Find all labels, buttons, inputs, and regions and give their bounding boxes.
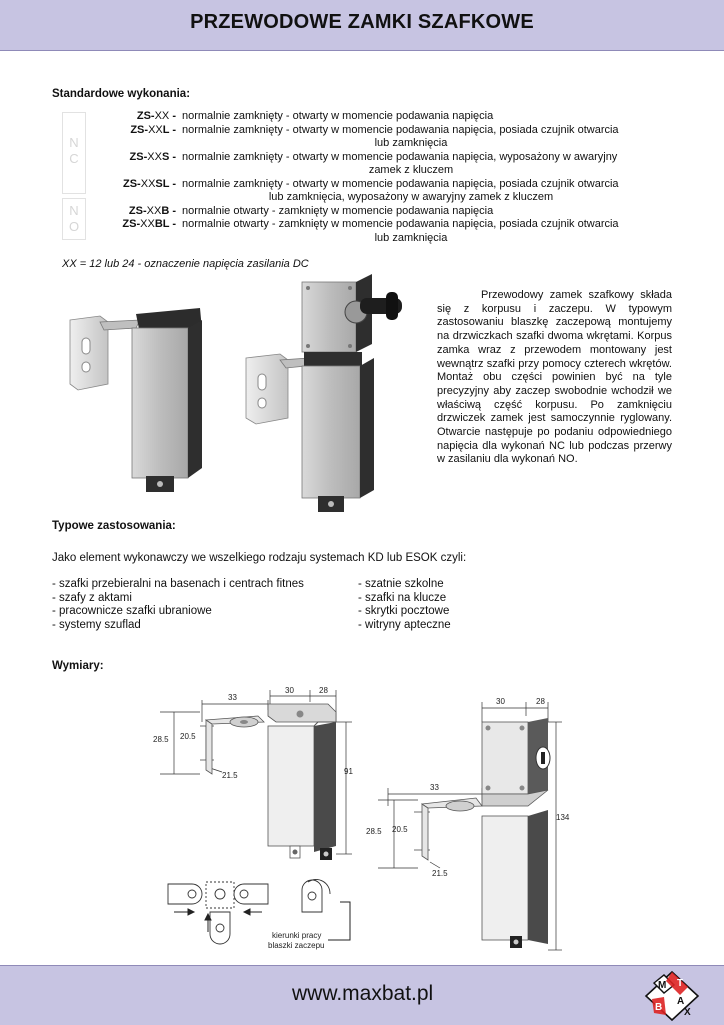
- no-label: N O: [68, 203, 80, 234]
- variants-list: [60, 110, 680, 245]
- standard-heading: Standardowe wykonania:: [52, 88, 191, 100]
- applications-list-right: [358, 578, 451, 633]
- list-item: - skrytki pocztowe: [358, 605, 450, 618]
- variant-description: normalnie zamknięty - otwarty w momencie podawania napięcia: [182, 110, 494, 122]
- variant-code: ZS-XXBL -: [122, 218, 176, 230]
- variant-row: [60, 205, 680, 219]
- variant-row: [60, 218, 680, 232]
- variant-description: normalnie otwarty - zamknięty w momencie podawania napięcia: [182, 204, 494, 217]
- variant-description: normalnie zamknięty - otwarty w momencie podawania napięcia, posiada czujnik otwarcia: [182, 177, 619, 190]
- dim-left-ha: 28.5: [153, 735, 169, 744]
- logo-letter-x: X: [684, 1007, 691, 1018]
- variant-description: normalnie zamknięty - otwarty w momencie podawania napięcia, posiada czujnik otwarcia: [182, 123, 619, 136]
- dim-right-arm: 21.5: [432, 869, 448, 878]
- list-item: - szafki na klucze: [358, 591, 447, 604]
- applications-intro: Jako element wykonawczy we wszelkiego rodzaju systemach KD lub ESOK czyli:: [52, 552, 467, 564]
- list-item: - szafy z aktami: [52, 591, 132, 604]
- dim-left-bracket: 33: [228, 693, 237, 702]
- applications-heading: Typowe zastosowania:: [52, 520, 176, 532]
- variant-code: ZS-XXB -: [128, 204, 176, 217]
- list-item: - witryny apteczne: [358, 619, 451, 632]
- variant-description: normalnie zamknięty - otwarty w momencie podawania napięcia, wyposażony w awaryjny: [182, 150, 618, 163]
- footer-band: [0, 965, 724, 1025]
- list-item: - szatnie szkolne: [358, 578, 444, 590]
- maxbat-logo: [644, 969, 700, 1023]
- product-illustration: [60, 268, 420, 518]
- variant-code: ZS-XX -: [136, 110, 176, 122]
- dim-left-arm: 21.5: [222, 771, 238, 780]
- dim-right-height: 134: [556, 813, 570, 822]
- variant-code: ZS-XXS -: [129, 150, 176, 163]
- dim-left-hb: 20.5: [180, 732, 196, 741]
- variant-code: ZS-XXL -: [130, 123, 176, 136]
- logo-letter-b: B: [655, 1002, 663, 1013]
- variant-row: [60, 124, 680, 138]
- header-band: [0, 0, 724, 51]
- dim-right-hb: 20.5: [392, 825, 408, 834]
- dim-left-top: 30: [285, 686, 294, 695]
- variant-description-cont: zamek z kluczem: [368, 164, 454, 176]
- dim-right-bracket: 33: [430, 783, 439, 792]
- logo-letter-t: T: [677, 978, 684, 989]
- page-title: PRZEWODOWE ZAMKI SZAFKOWE: [190, 11, 534, 33]
- lock-drawing-right: [422, 718, 550, 948]
- website-url[interactable]: www.maxbat.pl: [292, 982, 434, 1005]
- dim-left-height: 91: [344, 767, 353, 776]
- logo-letter-a: A: [677, 996, 685, 1007]
- variant-description-cont: lub zamknięcia: [374, 137, 448, 149]
- variant-row: [60, 151, 680, 165]
- applications-list-left: [52, 578, 304, 633]
- arrows: [174, 902, 350, 940]
- dim-right-side: 28: [536, 697, 545, 706]
- variant-description-cont: lub zamknięcia: [374, 231, 448, 244]
- nc-label: N C: [69, 135, 79, 166]
- lock-drawing-left: [206, 704, 336, 860]
- list-item: - systemy szuflad: [52, 619, 141, 632]
- logo-letter-m: M: [658, 980, 667, 991]
- variant-row: [60, 110, 680, 124]
- variant-description: normalnie otwarty - zamknięty w momencie podawania napięcia, posiada czujnik otwarcia: [182, 218, 619, 230]
- list-item: - pracownicze szafki ubraniowe: [52, 605, 212, 618]
- dim-right-ha: 28.5: [366, 827, 382, 836]
- dim-left-side: 28: [319, 686, 328, 695]
- variant-description-cont: lub zamknięcia, wyposażony w awaryjny zamek z kluczem: [268, 191, 554, 203]
- caption-line1: kierunki pracy: [272, 931, 322, 940]
- product-description: Przewodowy zamek szafkowy składa się z korpusu i zaczepu. W typowym zastosowaniu blaszkę zaczepową montujemy na drzwiczkach szafki dwoma wkrętami. Korpus zamka wraz z przewodem montowany jest wewnątrz szafki przy pomocy czterech wkrętów. Montaż obu części powinien być na tyle precyzyjny aby zaczep swobodnie wchodził we właściwą część korpusu. Po zamknięciu drzwiczek zamek jest samoczynnie ryglowany. Otwarcie następuje po podaniu odpowiedniego napięcia dla wykonań NC lub podczas przerwy w zasilaniu dla wykonań NO.: [437, 289, 672, 466]
- dimensions-drawing: [140, 682, 580, 958]
- dim-right-top: 30: [496, 697, 505, 706]
- variant-row: [60, 178, 680, 192]
- voltage-note: XX = 12 lub 24 - oznaczenie napięcia zasilania DC: [62, 258, 309, 270]
- lock-photo-basic: [70, 308, 202, 492]
- dimensions-heading: Wymiary:: [52, 660, 104, 672]
- list-item: - szafki przebieralni na basenach i centrach fitnes: [52, 578, 304, 590]
- caption-line2: blaszki zaczepu: [268, 941, 325, 950]
- lock-photo-with-key: [246, 274, 402, 512]
- variant-code: ZS-XXSL -: [123, 177, 176, 190]
